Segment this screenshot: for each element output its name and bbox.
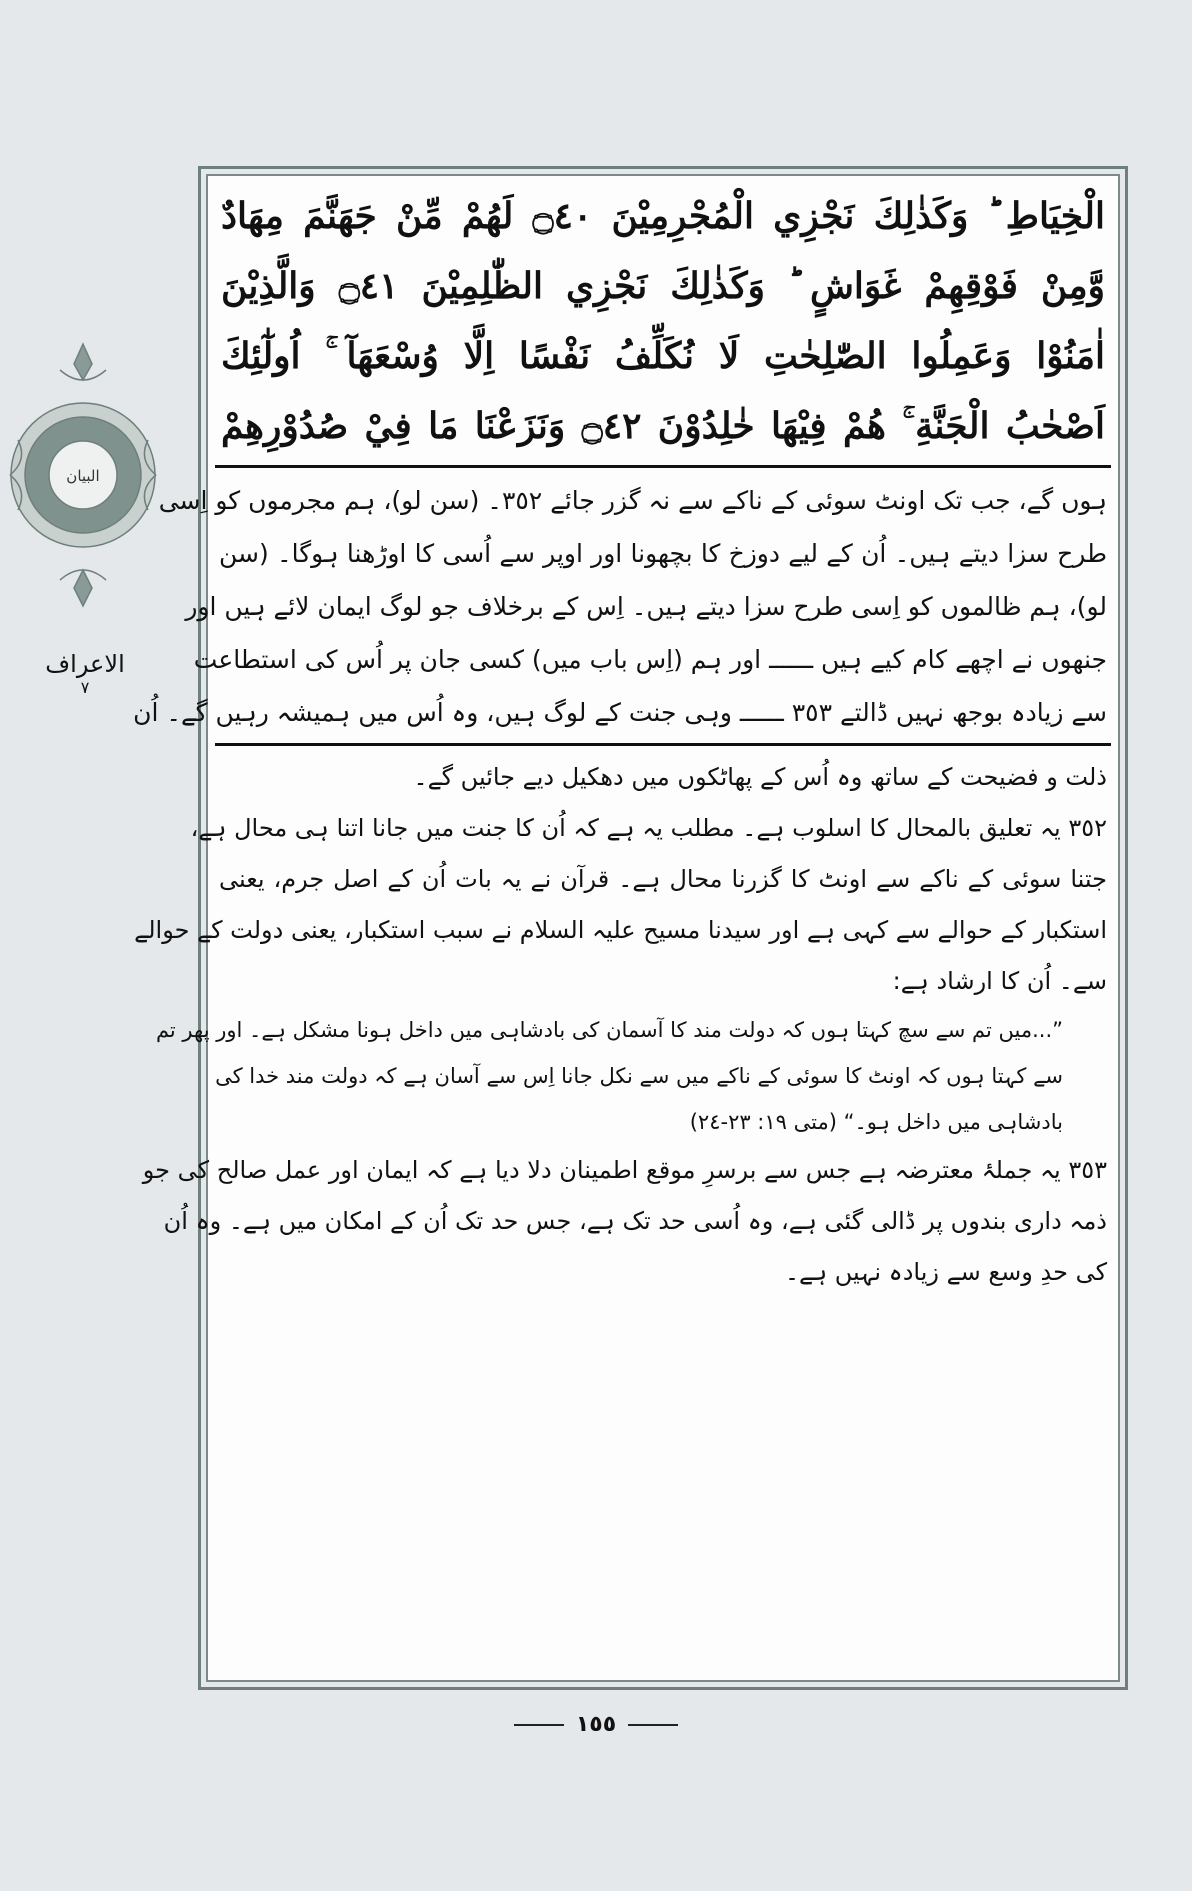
quote-line: ”...میں تم سے سچ کہتا ہوں کہ دولت مند کا آسمان کی بادشاہی میں داخل ہونا مشکل ہے۔ اور پھر تم xyxy=(155,1018,1063,1042)
page-number xyxy=(0,1712,1192,1737)
quran-line: اٰمَنُوْا وَعَمِلُوا الصّٰلِحٰتِ لَا نُكَلِّفُ نَفْسًا اِلَّا وُسْعَهَآ ۚ اُولٰٓئِكَ xyxy=(221,335,1105,377)
emblem-text: البیان xyxy=(66,467,100,485)
translation-line: سے زیادہ بوجھ نہیں ڈالتے ٣٥٣ ــــــ وہی جنت کے لوگ ہیں، وہ اُس میں ہمیشہ رہیں گے۔ اُن xyxy=(133,698,1107,727)
note-continuation: ذلت و فضیحت کے ساتھ وہ اُس کے پھاٹکوں میں دھکیل دیے جائیں گے۔ xyxy=(413,763,1107,791)
translation-line: طرح سزا دیتے ہیں۔ اُن کے لیے دوزخ کا بچھونا اور اوپر سے اُسی کا اوڑھنا ہوگا۔ (سن xyxy=(219,539,1107,568)
quran-line: الْخِيَاطِ ؕ وَكَذٰلِكَ نَجْزِي الْمُجْرِمِيْنَ ۝٤٠ لَهُمْ مِّنْ جَهَنَّمَ مِهَادٌ xyxy=(221,195,1106,237)
note-352-line: سے۔ اُن کا ارشاد ہے: xyxy=(892,967,1107,995)
page-number-dash xyxy=(514,1724,564,1726)
quote-line: سے کہتا ہوں کہ اونٹ کا سوئی کے ناکے میں سے نکل جانا اِس سے آسان ہے کہ دولت مند خدا کی xyxy=(215,1064,1063,1088)
surah-ornament xyxy=(8,340,158,610)
note-353-line: کی حدِ وسع سے زیادہ نہیں ہے۔ xyxy=(784,1258,1107,1286)
al-bayan-emblem-icon xyxy=(8,340,158,610)
translation-line: جنھوں نے اچھے کام کیے ہیں ــــــ اور ہم (اِس باب میں) کسی جان پر اُس کی استطاعت xyxy=(193,645,1107,674)
quran-text-block xyxy=(215,181,1111,461)
surah-name: الاعراف xyxy=(45,650,125,678)
translation-block xyxy=(133,474,1111,739)
note-352-line: استکبار کے حوالے سے کہی ہے اور سیدنا مسیح علیہ السلام نے سبب استکبار، یعنی دولت کے حوالے xyxy=(134,916,1107,944)
page-number-text: ١٥٥ xyxy=(575,1712,617,1737)
surah-number: ۷ xyxy=(80,678,90,697)
page-content xyxy=(133,181,1111,1675)
quran-line: اَصْحٰبُ الْجَنَّةِ ۚ هُمْ فِيْهَا خٰلِدُوْنَ ۝٤٢ وَنَزَعْنَا مَا فِيْ صُدُوْرِهِمْ xyxy=(221,405,1105,447)
note-353-line: ٣٥٣ یہ جملۂ معترضہ ہے جس سے برسرِ موقع اطمینان دلا دیا ہے کہ ایمان اور عمل صالح کی جو xyxy=(142,1156,1107,1184)
surah-name-label xyxy=(40,650,130,697)
note-352-line: ٣٥٢ یہ تعلیق بالمحال کا اسلوب ہے۔ مطلب یہ ہے کہ اُن کا جنت میں جانا اتنا ہی محال ہے، xyxy=(190,814,1107,842)
section-divider xyxy=(215,465,1111,468)
quran-line: وَّمِنْ فَوْقِهِمْ غَوَاشٍ ؕ وَكَذٰلِكَ نَجْزِي الظّٰلِمِيْنَ ۝٤١ وَالَّذِيْنَ xyxy=(221,265,1105,307)
page-number-dash xyxy=(628,1724,678,1726)
notes-block xyxy=(134,752,1111,1298)
translation-line: لو)، ہم ظالموں کو اِسی طرح سزا دیتے ہیں۔ اِس کے برخلاف جو لوگ ایمان لائے ہیں اور xyxy=(185,592,1107,621)
page-frame xyxy=(133,166,1128,1690)
note-353-line: ذمہ داری بندوں پر ڈالی گئی ہے، وہ اُسی حد تک ہے، جس حد تک اُن کے امکان میں ہے۔ وہ اُن xyxy=(163,1207,1107,1235)
quote-line: بادشاہی میں داخل ہو۔“ (متی ١٩: ٢٣-٢٤) xyxy=(689,1110,1063,1134)
bible-quote xyxy=(155,1007,1111,1145)
translation-line: ہوں گے، جب تک اونٹ سوئی کے ناکے سے نہ گزر جائے ٣٥٢۔ (سن لو)، ہم مجرموں کو اِسی xyxy=(158,486,1107,515)
note-352-line: جتنا سوئی کے ناکے سے اونٹ کا گزرنا محال ہے۔ قرآن نے یہ بات اُن کے اصل جرم، یعنی xyxy=(219,865,1107,893)
section-divider xyxy=(215,743,1111,746)
